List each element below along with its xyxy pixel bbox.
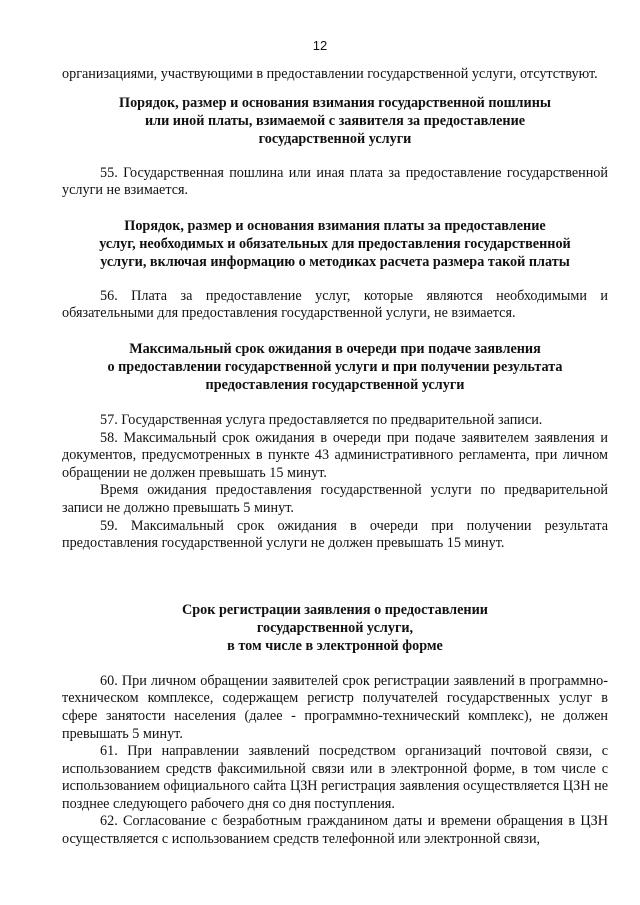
paragraph-waiting-time: Время ожидания предоставления государственной услуги по предварительной записи не должно превышать 5 минут.: [62, 482, 608, 516]
paragraph-57: 57. Государственная услуга предоставляется по предварительной записи.: [100, 411, 543, 428]
paragraph-61: 61. При направлении заявлений посредством организаций почтовой связи, с использованием средств факсимильной связи или в электронной форме, в том числе с использованием официального сайта ЦЗН регистрация заявления осуществляется ЦЗН не позднее следующего рабочего дня со дня поступления.: [62, 743, 608, 812]
heading-line: Порядок, размер и основания взимания платы за предоставление: [124, 217, 546, 234]
document-body: [62, 66, 608, 849]
paragraph-59: 59. Максимальный срок ожидания в очереди при получении результата предоставления государственной услуги не должен превышать 15 минут.: [62, 517, 608, 552]
heading-line: или иной платы, взимаемой с заявителя за предоставление: [144, 112, 526, 129]
heading-line: государственной услуги,: [256, 619, 414, 636]
heading-line: услуг, необходимых и обязательных для предоставления государственной: [99, 235, 571, 252]
section-heading-service-fee: [62, 217, 608, 271]
heading-line: Срок регистрации заявления о предоставлении: [182, 601, 488, 618]
heading-line: Порядок, размер и основания взимания государственной пошлины: [119, 94, 551, 111]
heading-line: государственной услуги: [258, 130, 412, 147]
section-heading-state-fee: [62, 94, 608, 148]
paragraph-62: 62. Согласование с безработным гражданином даты и времени обращения в ЦЗН осуществляется с использованием средств телефонной или электронной связи,: [62, 813, 608, 848]
heading-line: предоставления государственной услуги: [205, 376, 465, 393]
paragraph-60: 60. При личном обращении заявителей срок регистрации заявлений в программно-техническом комплексе, содержащем регистр получателей государственных услуг в сфере занятости населения (далее - программно-технический комплекс), не должен превышать 5 минут.: [62, 672, 608, 742]
paragraph-55: 55. Государственная пошлина или иная плата за предоставление государственной услуги не взимается.: [62, 164, 608, 199]
section-heading-registration-time: [62, 601, 608, 655]
heading-line: Максимальный срок ожидания в очереди при подаче заявления: [129, 340, 541, 357]
heading-line: о предоставлении государственной услуги и при получении результата: [107, 358, 563, 375]
intro-paragraph: организациями, участвующими в предоставлении государственной услуги, отсутствуют.: [62, 66, 598, 82]
page-number: 12: [312, 38, 328, 53]
heading-line: в том числе в электронной форме: [227, 637, 443, 654]
section-heading-queue-time: [62, 340, 608, 394]
paragraph-56: 56. Плата за предоставление услуг, которые являются необходимыми и обязательными для предоставления государственной услуги, не взимается.: [62, 287, 608, 322]
heading-line: услуги, включая информацию о методиках расчета размера такой платы: [100, 253, 570, 270]
paragraph-58: 58. Максимальный срок ожидания в очереди при подаче заявителем заявления и документов, предусмотренных в пункте 43 административного регламента, при личном обращении не должен превышать 15 минут.: [62, 429, 608, 481]
